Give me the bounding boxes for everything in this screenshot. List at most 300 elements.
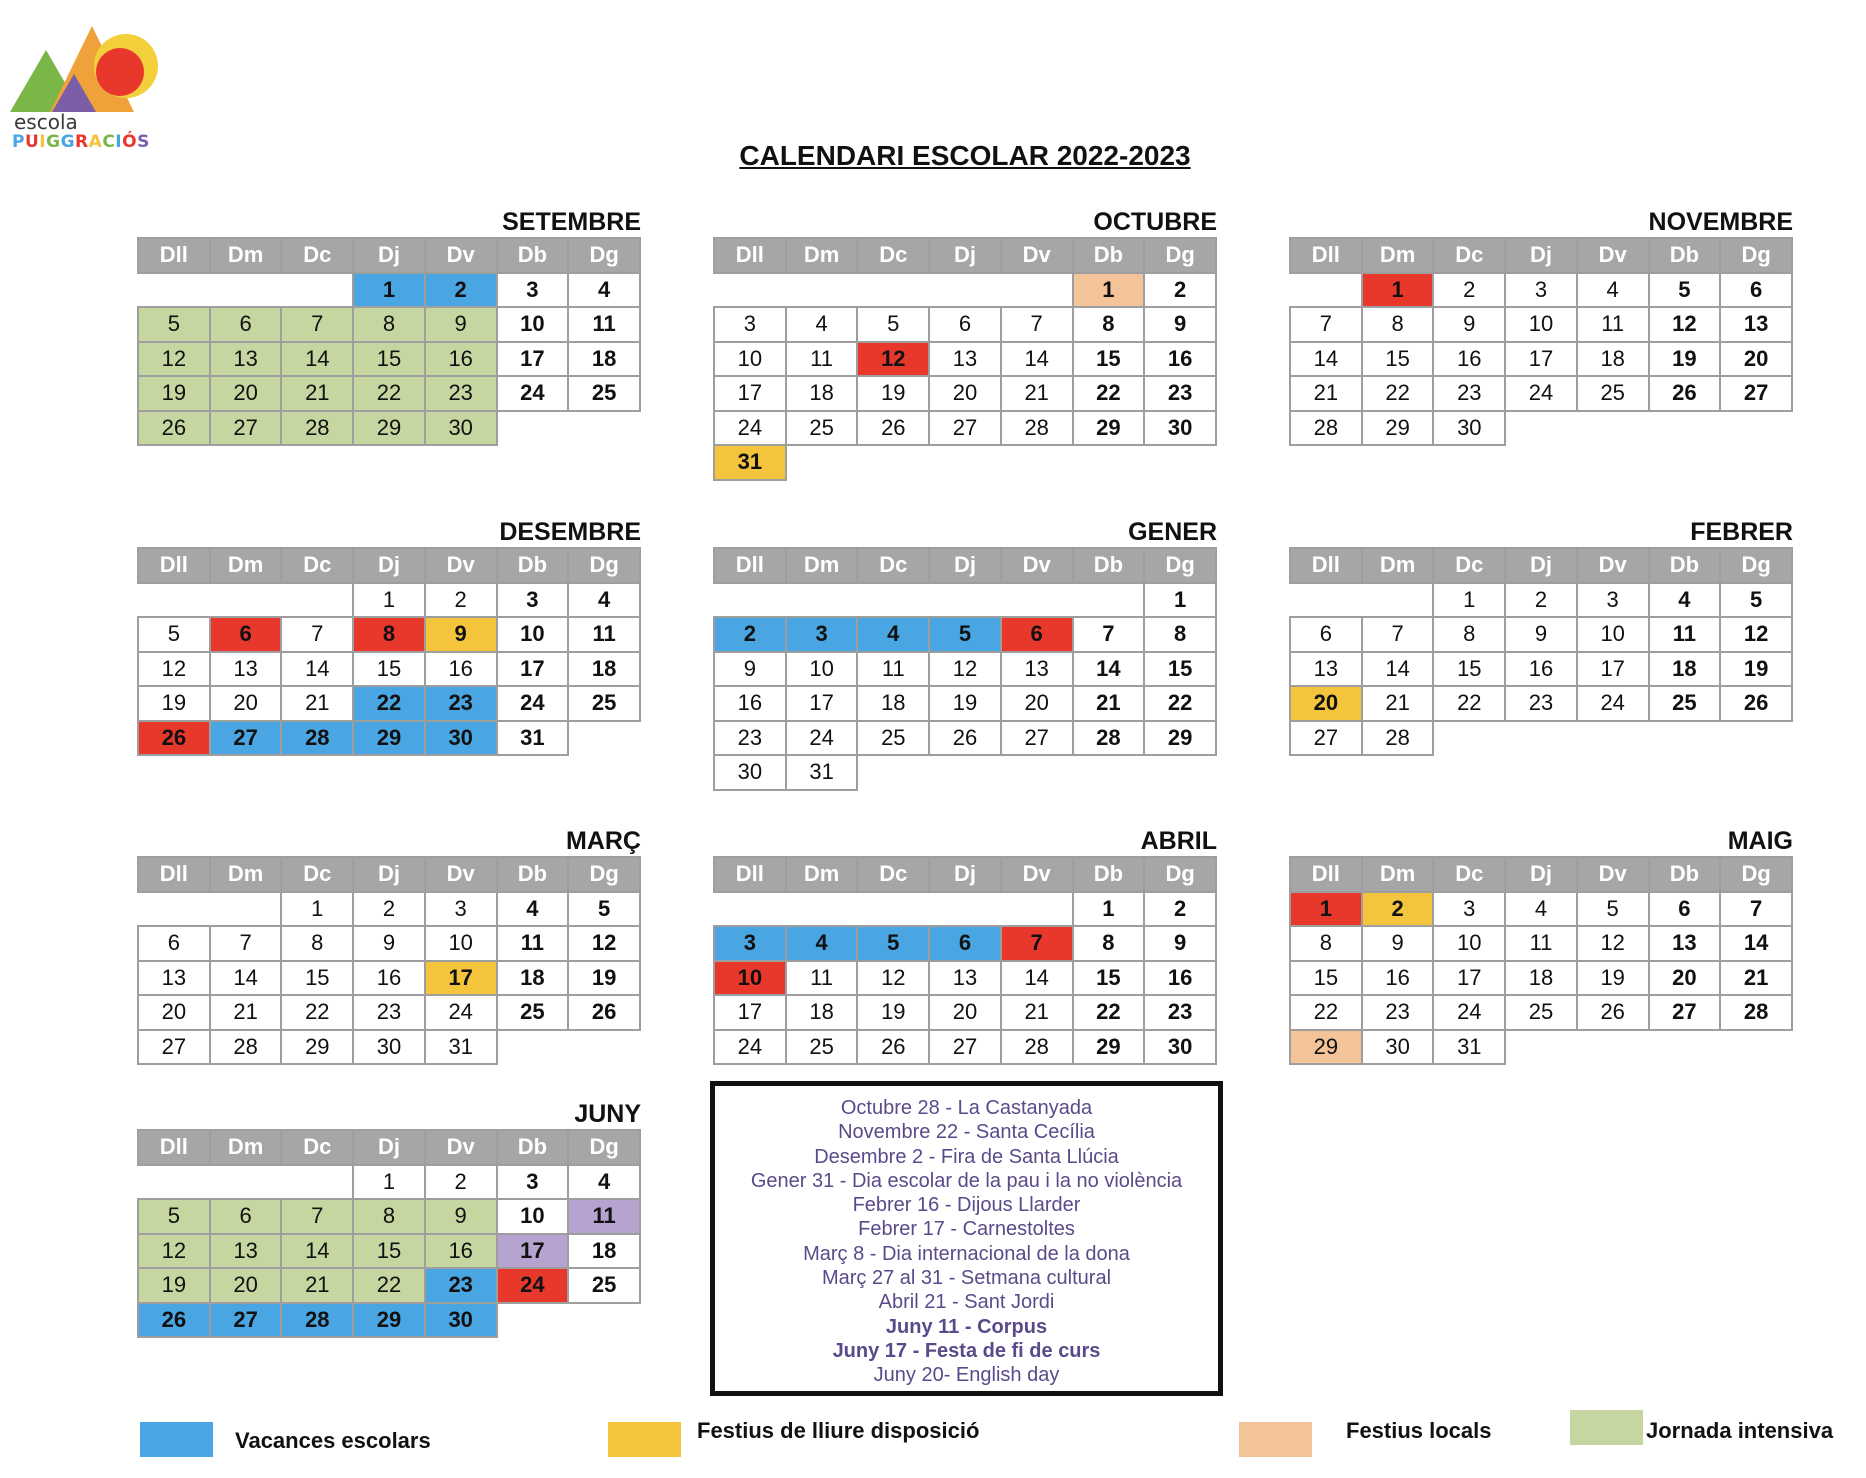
legend-label: Jornada intensiva <box>1646 1418 1834 1443</box>
day-cell: 18 <box>786 995 858 1030</box>
day-cell: 19 <box>138 1268 210 1303</box>
day-cell: 15 <box>353 652 425 687</box>
weekday-header: Dc <box>281 238 353 273</box>
empty-cell <box>929 445 1001 480</box>
weekday-header: Dv <box>425 548 497 583</box>
day-cell: 3 <box>714 307 786 342</box>
day-cell: 11 <box>568 307 640 342</box>
weekday-header: Dj <box>1505 548 1577 583</box>
day-cell: 13 <box>210 1234 282 1269</box>
day-cell: 7 <box>1073 617 1145 652</box>
day-cell: 12 <box>929 652 1001 687</box>
day-cell: 6 <box>210 307 282 342</box>
weekday-header: Dm <box>786 548 858 583</box>
day-cell: 4 <box>786 307 858 342</box>
empty-cell <box>1073 755 1145 790</box>
empty-cell <box>857 273 929 308</box>
empty-cell <box>1577 411 1649 446</box>
day-cell: 26 <box>1720 686 1792 721</box>
day-cell: 8 <box>1433 617 1505 652</box>
day-cell: 13 <box>138 961 210 996</box>
day-cell: 7 <box>1290 307 1362 342</box>
month-name: DESEMBRE <box>499 518 641 546</box>
day-cell: 10 <box>786 652 858 687</box>
day-cell: 15 <box>1073 961 1145 996</box>
month-table <box>1289 547 1793 756</box>
page-title: CALENDARI ESCOLAR 2022-2023 <box>739 140 1191 171</box>
day-cell: 2 <box>425 273 497 308</box>
weekday-header: Dll <box>138 1130 210 1165</box>
day-cell: 20 <box>138 995 210 1030</box>
day-cell: 19 <box>138 686 210 721</box>
logo-shapes-icon <box>4 22 164 122</box>
month-table <box>137 856 641 1065</box>
empty-cell <box>1073 583 1145 618</box>
day-cell: 13 <box>1649 926 1721 961</box>
weekday-header: Db <box>1073 238 1145 273</box>
weekday-header: Db <box>1073 857 1145 892</box>
weekday-header: Dg <box>1144 857 1216 892</box>
day-cell: 17 <box>1433 961 1505 996</box>
day-cell: 22 <box>1362 376 1434 411</box>
weekday-header: Dg <box>1720 548 1792 583</box>
weekday-header: Dj <box>353 238 425 273</box>
empty-cell <box>497 411 569 446</box>
day-cell: 31 <box>786 755 858 790</box>
day-cell: 5 <box>857 307 929 342</box>
day-cell: 13 <box>210 342 282 377</box>
day-cell: 13 <box>1290 652 1362 687</box>
day-cell: 30 <box>425 721 497 756</box>
day-cell: 17 <box>497 342 569 377</box>
day-cell: 19 <box>1720 652 1792 687</box>
day-cell: 25 <box>568 686 640 721</box>
day-cell: 28 <box>1362 721 1434 756</box>
empty-cell <box>281 273 353 308</box>
events-box <box>710 1081 1223 1396</box>
day-cell: 6 <box>1290 617 1362 652</box>
weekday-header: Dv <box>425 857 497 892</box>
day-cell: 12 <box>1649 307 1721 342</box>
day-cell: 2 <box>425 1165 497 1200</box>
weekday-header: Dc <box>857 548 929 583</box>
day-cell: 11 <box>568 617 640 652</box>
day-cell: 25 <box>857 721 929 756</box>
day-cell: 6 <box>210 1199 282 1234</box>
weekday-header: Dg <box>568 238 640 273</box>
empty-cell <box>929 892 1001 927</box>
day-cell: 25 <box>497 995 569 1030</box>
weekday-header: Dv <box>1577 548 1649 583</box>
legend-label: Vacances escolars <box>235 1428 431 1453</box>
day-cell: 3 <box>497 583 569 618</box>
day-cell: 14 <box>1001 342 1073 377</box>
weekday-header: Dc <box>1433 548 1505 583</box>
day-cell: 26 <box>1649 376 1721 411</box>
day-cell: 27 <box>1290 721 1362 756</box>
day-cell: 11 <box>568 1199 640 1234</box>
day-cell: 11 <box>786 342 858 377</box>
day-cell: 31 <box>425 1030 497 1065</box>
empty-cell <box>138 583 210 618</box>
empty-cell <box>929 755 1001 790</box>
event-item: Abril 21 - Sant Jordi <box>878 1291 1055 1314</box>
day-cell: 23 <box>425 376 497 411</box>
day-cell: 29 <box>1073 1030 1145 1065</box>
empty-cell <box>138 892 210 927</box>
empty-cell <box>1001 583 1073 618</box>
empty-cell <box>1290 273 1362 308</box>
event-item: Març 8 - Dia internacional de la dona <box>803 1242 1130 1265</box>
weekday-header: Dm <box>1362 238 1434 273</box>
day-cell: 23 <box>353 995 425 1030</box>
day-cell: 31 <box>1433 1030 1505 1065</box>
empty-cell <box>1290 583 1362 618</box>
day-cell: 23 <box>1144 376 1216 411</box>
day-cell: 13 <box>1001 652 1073 687</box>
day-cell: 13 <box>1720 307 1792 342</box>
day-cell: 18 <box>1505 961 1577 996</box>
weekday-header: Dj <box>929 238 1001 273</box>
empty-cell <box>281 1165 353 1200</box>
day-cell: 23 <box>425 686 497 721</box>
weekday-header: Dll <box>1290 857 1362 892</box>
logo-brand-letter: G <box>60 132 76 152</box>
day-cell: 20 <box>929 995 1001 1030</box>
day-cell: 4 <box>497 892 569 927</box>
weekday-header: Dv <box>1001 857 1073 892</box>
day-cell: 16 <box>425 342 497 377</box>
day-cell: 21 <box>281 686 353 721</box>
day-cell: 24 <box>497 1268 569 1303</box>
legend-swatch <box>140 1422 213 1457</box>
day-cell: 1 <box>1144 583 1216 618</box>
day-cell: 22 <box>353 686 425 721</box>
day-cell: 31 <box>497 721 569 756</box>
day-cell: 10 <box>1433 926 1505 961</box>
day-cell: 11 <box>1505 926 1577 961</box>
day-cell: 3 <box>1505 273 1577 308</box>
day-cell: 2 <box>1144 273 1216 308</box>
day-cell: 21 <box>281 376 353 411</box>
legend-swatch <box>1239 1422 1312 1457</box>
weekday-header: Dm <box>1362 548 1434 583</box>
day-cell: 26 <box>857 1030 929 1065</box>
event-item: Juny 17 - Festa de fi de curs <box>832 1339 1101 1362</box>
day-cell: 27 <box>210 411 282 446</box>
day-cell: 5 <box>1577 892 1649 927</box>
empty-cell <box>568 1303 640 1338</box>
day-cell: 25 <box>1649 686 1721 721</box>
empty-cell <box>1649 721 1721 756</box>
empty-cell <box>210 892 282 927</box>
month-name: NOVEMBRE <box>1648 208 1793 236</box>
month-name: FEBRER <box>1690 518 1793 546</box>
event-item: Març 27 al 31 - Setmana cultural <box>821 1267 1112 1290</box>
day-cell: 14 <box>281 342 353 377</box>
empty-cell <box>1505 721 1577 756</box>
day-cell: 28 <box>210 1030 282 1065</box>
event-item: Desembre 2 - Fira de Santa Llúcia <box>814 1145 1119 1168</box>
day-cell: 6 <box>138 926 210 961</box>
day-cell: 28 <box>281 721 353 756</box>
day-cell: 17 <box>425 961 497 996</box>
day-cell: 14 <box>1362 652 1434 687</box>
day-cell: 10 <box>1505 307 1577 342</box>
empty-cell <box>857 583 929 618</box>
weekday-header: Dg <box>568 548 640 583</box>
empty-cell <box>1720 411 1792 446</box>
day-cell: 2 <box>1144 892 1216 927</box>
empty-cell <box>1144 445 1216 480</box>
day-cell: 29 <box>353 411 425 446</box>
weekday-header: Dm <box>210 238 282 273</box>
day-cell: 29 <box>353 721 425 756</box>
day-cell: 25 <box>568 1268 640 1303</box>
day-cell: 3 <box>1577 583 1649 618</box>
weekday-header: Dll <box>138 238 210 273</box>
day-cell: 5 <box>138 307 210 342</box>
empty-cell <box>1001 892 1073 927</box>
day-cell: 23 <box>714 721 786 756</box>
weekday-header: Db <box>497 238 569 273</box>
day-cell: 14 <box>210 961 282 996</box>
weekday-header: Dv <box>1577 238 1649 273</box>
day-cell: 8 <box>1073 926 1145 961</box>
day-cell: 4 <box>857 617 929 652</box>
day-cell: 26 <box>138 411 210 446</box>
weekday-header: Dc <box>1433 238 1505 273</box>
day-cell: 24 <box>714 411 786 446</box>
empty-cell <box>786 445 858 480</box>
day-cell: 25 <box>1577 376 1649 411</box>
day-cell: 9 <box>1362 926 1434 961</box>
empty-cell <box>1649 1030 1721 1065</box>
day-cell: 18 <box>1649 652 1721 687</box>
empty-cell <box>1720 1030 1792 1065</box>
day-cell: 11 <box>786 961 858 996</box>
day-cell: 17 <box>1505 342 1577 377</box>
logo-brand-letter: R <box>75 132 89 152</box>
day-cell: 17 <box>714 995 786 1030</box>
day-cell: 14 <box>1290 342 1362 377</box>
day-cell: 7 <box>1362 617 1434 652</box>
day-cell: 11 <box>1577 307 1649 342</box>
day-cell: 29 <box>1073 411 1145 446</box>
day-cell: 31 <box>714 445 786 480</box>
day-cell: 28 <box>281 1303 353 1338</box>
day-cell: 27 <box>1001 721 1073 756</box>
day-cell: 1 <box>1290 892 1362 927</box>
day-cell: 26 <box>929 721 1001 756</box>
day-cell: 16 <box>1433 342 1505 377</box>
day-cell: 9 <box>714 652 786 687</box>
day-cell: 23 <box>1505 686 1577 721</box>
day-cell: 20 <box>210 1268 282 1303</box>
day-cell: 20 <box>1001 686 1073 721</box>
empty-cell <box>714 273 786 308</box>
day-cell: 13 <box>210 652 282 687</box>
day-cell: 9 <box>1144 307 1216 342</box>
empty-cell <box>786 583 858 618</box>
day-cell: 18 <box>1577 342 1649 377</box>
day-cell: 16 <box>425 1234 497 1269</box>
day-cell: 15 <box>281 961 353 996</box>
day-cell: 28 <box>281 411 353 446</box>
empty-cell <box>138 273 210 308</box>
day-cell: 28 <box>1720 995 1792 1030</box>
day-cell: 29 <box>1144 721 1216 756</box>
day-cell: 1 <box>1433 583 1505 618</box>
weekday-header: Db <box>1649 238 1721 273</box>
day-cell: 14 <box>281 652 353 687</box>
day-cell: 22 <box>1290 995 1362 1030</box>
day-cell: 25 <box>568 376 640 411</box>
weekday-header: Dv <box>425 238 497 273</box>
empty-cell <box>1505 1030 1577 1065</box>
day-cell: 28 <box>1001 1030 1073 1065</box>
day-cell: 29 <box>1362 411 1434 446</box>
month-name: MARÇ <box>566 827 641 855</box>
month-name: SETEMBRE <box>502 208 641 236</box>
day-cell: 24 <box>714 1030 786 1065</box>
day-cell: 7 <box>281 1199 353 1234</box>
day-cell: 22 <box>1433 686 1505 721</box>
day-cell: 19 <box>138 376 210 411</box>
empty-cell <box>1433 721 1505 756</box>
day-cell: 5 <box>857 926 929 961</box>
day-cell: 15 <box>353 1234 425 1269</box>
legend-label: Festius de lliure disposició <box>697 1418 980 1443</box>
day-cell: 30 <box>1433 411 1505 446</box>
day-cell: 29 <box>353 1303 425 1338</box>
day-cell: 22 <box>353 1268 425 1303</box>
weekday-header: Db <box>1073 548 1145 583</box>
logo-brand-letter: S <box>137 132 150 152</box>
day-cell: 9 <box>1505 617 1577 652</box>
empty-cell <box>210 1165 282 1200</box>
day-cell: 1 <box>353 1165 425 1200</box>
logo-brand-letter: P <box>12 132 25 152</box>
event-item: Octubre 28 - La Castanyada <box>840 1097 1093 1119</box>
day-cell: 12 <box>1720 617 1792 652</box>
day-cell: 24 <box>497 376 569 411</box>
day-cell: 16 <box>425 652 497 687</box>
day-cell: 2 <box>714 617 786 652</box>
day-cell: 19 <box>1577 961 1649 996</box>
day-cell: 10 <box>497 307 569 342</box>
day-cell: 24 <box>1433 995 1505 1030</box>
day-cell: 19 <box>568 961 640 996</box>
day-cell: 9 <box>1144 926 1216 961</box>
day-cell: 28 <box>1290 411 1362 446</box>
day-cell: 15 <box>1362 342 1434 377</box>
day-cell: 23 <box>1362 995 1434 1030</box>
empty-cell <box>714 892 786 927</box>
empty-cell <box>1649 411 1721 446</box>
day-cell: 8 <box>1144 617 1216 652</box>
event-item: Novembre 22 - Santa Cecília <box>838 1121 1095 1144</box>
day-cell: 20 <box>1720 342 1792 377</box>
event-item: Juny 20- English day <box>873 1364 1060 1387</box>
day-cell: 30 <box>1144 411 1216 446</box>
empty-cell <box>281 583 353 618</box>
day-cell: 23 <box>425 1268 497 1303</box>
day-cell: 8 <box>1073 307 1145 342</box>
day-cell: 4 <box>1577 273 1649 308</box>
day-cell: 4 <box>568 1165 640 1200</box>
day-cell: 6 <box>929 307 1001 342</box>
day-cell: 12 <box>138 652 210 687</box>
logo-brand-letter: G <box>46 132 61 152</box>
weekday-header: Dm <box>210 1130 282 1165</box>
weekday-header: Dv <box>425 1130 497 1165</box>
day-cell: 8 <box>281 926 353 961</box>
weekday-header: Dll <box>1290 238 1362 273</box>
day-cell: 9 <box>353 926 425 961</box>
empty-cell <box>210 273 282 308</box>
empty-cell <box>1073 445 1145 480</box>
month-name: ABRIL <box>1140 827 1217 855</box>
weekday-header: Db <box>1649 857 1721 892</box>
day-cell: 3 <box>1433 892 1505 927</box>
day-cell: 19 <box>1649 342 1721 377</box>
day-cell: 16 <box>353 961 425 996</box>
empty-cell <box>568 1030 640 1065</box>
day-cell: 9 <box>1433 307 1505 342</box>
day-cell: 21 <box>1001 995 1073 1030</box>
month-table <box>713 547 1217 791</box>
weekday-header: Dj <box>1505 857 1577 892</box>
day-cell: 15 <box>1144 652 1216 687</box>
day-cell: 3 <box>497 1165 569 1200</box>
day-cell: 4 <box>786 926 858 961</box>
day-cell: 7 <box>281 307 353 342</box>
weekday-header: Dc <box>281 857 353 892</box>
day-cell: 26 <box>568 995 640 1030</box>
empty-cell <box>1362 583 1434 618</box>
day-cell: 22 <box>353 376 425 411</box>
day-cell: 8 <box>1362 307 1434 342</box>
empty-cell <box>568 411 640 446</box>
weekday-header: Dj <box>353 1130 425 1165</box>
day-cell: 28 <box>1073 721 1145 756</box>
day-cell: 22 <box>281 995 353 1030</box>
day-cell: 27 <box>1720 376 1792 411</box>
day-cell: 8 <box>1290 926 1362 961</box>
empty-cell <box>714 583 786 618</box>
empty-cell <box>497 1030 569 1065</box>
day-cell: 24 <box>497 686 569 721</box>
empty-cell <box>1144 755 1216 790</box>
day-cell: 23 <box>1433 376 1505 411</box>
day-cell: 3 <box>425 892 497 927</box>
day-cell: 18 <box>497 961 569 996</box>
day-cell: 22 <box>1073 376 1145 411</box>
logo-brand-letter: I <box>39 132 47 152</box>
day-cell: 8 <box>353 617 425 652</box>
weekday-header: Dc <box>1433 857 1505 892</box>
day-cell: 8 <box>353 1199 425 1234</box>
day-cell: 9 <box>425 617 497 652</box>
month-name: MAIG <box>1727 827 1793 855</box>
empty-cell <box>497 1303 569 1338</box>
day-cell: 20 <box>210 686 282 721</box>
day-cell: 28 <box>1001 411 1073 446</box>
month-table <box>1289 237 1793 446</box>
day-cell: 10 <box>497 617 569 652</box>
day-cell: 14 <box>1073 652 1145 687</box>
